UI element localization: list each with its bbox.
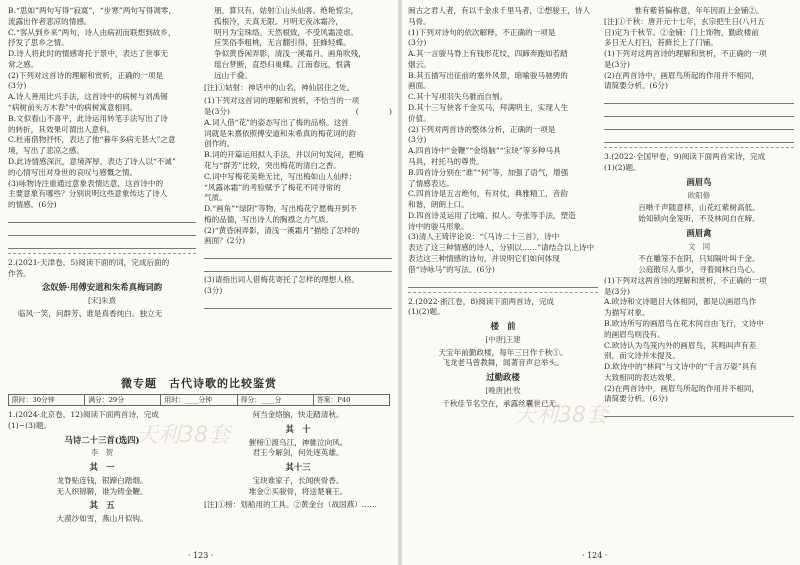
answer-option: D.此诗情感深沉，意境浑厚，表达了诗人以“不诚” bbox=[8, 156, 176, 166]
answer-option: 大致相同的表达效果。 bbox=[604, 372, 680, 382]
question-text: 闽古之君人者，有以千金求千里马者，②想骏王，诗人 bbox=[408, 6, 591, 15]
question-text: 主要意象有哪些？分别说明这些意象传达了诗人 bbox=[8, 189, 168, 199]
question-text: (3分) bbox=[8, 81, 27, 91]
answer-line[interactable] bbox=[408, 278, 598, 288]
answer-option: B.欧诗所写的画眉鸟在花木间自由飞行，文诗中 bbox=[604, 318, 764, 328]
answer-line[interactable] bbox=[204, 299, 392, 309]
question-text: 马骨。 bbox=[408, 16, 431, 26]
answer-option: 的画眉鸟则没有。 bbox=[604, 329, 665, 339]
footnote: [注]①千秋：唐开元十七年，玄宗把生日(八月五 bbox=[604, 16, 765, 26]
poem-line: 千秋佳节名空在，承露丝囊世已无。 bbox=[442, 398, 564, 408]
poem-line: 龙脊贴连钱，银蹄白踏烟。 bbox=[56, 475, 148, 485]
answer-option: 花与“群芳”比较，突出梅花的清白之香。 bbox=[204, 160, 341, 170]
question-text: B.“思如”两句写得“寂寞”，“步寒”两句写得凋零， bbox=[8, 6, 176, 15]
answer-option: 词就是朱熹依照傅安道和朱希真的梅花词的韵 bbox=[204, 128, 356, 138]
question-text: 是(3分) bbox=[604, 59, 630, 69]
info-cell: 用时：____分钟 bbox=[161, 395, 237, 405]
poem-section: 其 五 bbox=[89, 500, 115, 511]
poem-line: 堆金②买骏骨，将送楚襄王。 bbox=[248, 486, 348, 496]
page-number: · 124 · bbox=[582, 550, 608, 560]
answer-option: B.词的开篇运用拟人手法，并以问句发问，把梅 bbox=[204, 150, 364, 160]
poem-title: 过勤政楼 bbox=[486, 372, 520, 383]
answer-option: 别，而文诗并未提及。 bbox=[604, 351, 680, 361]
question-text: (2)“黄昏闲弄影，清浅一溪霜月”描绘了怎样的 bbox=[204, 225, 360, 235]
question-text: 表达了这三种情感的诗人，分别以……”请结合以上诗中 bbox=[408, 243, 595, 253]
question-text: (1)下列对这两首诗的理解和赏析，不正确的一项 bbox=[604, 49, 767, 59]
answer-line[interactable] bbox=[204, 249, 392, 259]
question-text: C.“客从到乡来”两句，诗人由病初而联想到故乡， bbox=[8, 27, 176, 37]
answer-option: D.四首诗灵运用了比喻、拟人、夸张等手法，塑造 bbox=[408, 210, 576, 220]
poem-line: 公庭散尽人事少，寻着闻林白鸟心。 bbox=[638, 265, 760, 275]
answer-option: B.四首诗分别在“谁”“何”等，加强了语气，增强 bbox=[408, 167, 569, 177]
answer-option: A.诗人善用比兴手法，这首诗中的病树与刘禹锡 bbox=[8, 92, 168, 102]
poem-line: 百啭千声随意移，山花红紫树高低。 bbox=[638, 203, 760, 213]
answer-option: 价值。 bbox=[408, 113, 431, 123]
footnote: 日)定为千秋节。②金铺：门上饰物，勤政楼前 bbox=[604, 27, 759, 37]
question-text: (1)下列对这首词的理解和赏析，不恰当的一项 bbox=[204, 96, 360, 106]
question-text: (2)下列对这首诗的理解和赏析，正确的一项是 bbox=[8, 70, 164, 80]
answer-option: 烟云。 bbox=[408, 59, 431, 69]
poem-line: 天宝年前勤政楼，每年三日作千秋①。 bbox=[438, 347, 568, 357]
answer-option: A.其一言骏马脊上有钱形花纹，四蹄奔跑如若踏 bbox=[408, 49, 568, 59]
answer-option: 梅的品德，写出诗人的胸襟之力气质。 bbox=[204, 214, 334, 224]
question-text: 是(3分) ( ) bbox=[204, 107, 392, 117]
question-text: (3)咏物诗注重通过意象表情达意，这首诗中的 bbox=[8, 178, 164, 188]
right-column-2 bbox=[604, 6, 794, 420]
answer-line[interactable] bbox=[204, 262, 392, 272]
question-text: 借“诗咏马”的写法。(6分) bbox=[408, 264, 495, 274]
poem-section: 其 十 bbox=[285, 423, 311, 434]
poem-line: 宝玦谁家子，长闻侠骨香。 bbox=[252, 476, 344, 486]
question-text: D.诗人将此时的情感寄托于景中，表达了世事无 bbox=[8, 49, 169, 59]
poem-author: 李 贺 bbox=[90, 448, 114, 458]
answer-option: D.欧诗中的“林间”与文诗中的“千言万姿”具有 bbox=[604, 362, 757, 372]
poem-line: 瑶台梦断，直恐归巢蝶。江南春远，恨满 bbox=[214, 59, 351, 69]
poem-author: 文 同 bbox=[687, 241, 711, 251]
answer-option: “风露冰霜”的考验赋予了梅花不同寻常的 bbox=[204, 182, 341, 192]
poem-section: 其十三 bbox=[285, 462, 311, 473]
poem-line: 争似黄昏闲弄影，清浅一溪霜月。画角吹残， bbox=[214, 49, 366, 59]
poem-line: 飞龙老马曾教舞，闻著音声总举头。 bbox=[442, 358, 564, 368]
answer-option: 诗中的骏马形象。 bbox=[408, 221, 469, 231]
question-heading: 1.(2024·北京卷，12)阅读下面两首诗，完成 bbox=[8, 410, 159, 419]
answer-bracket[interactable]: ( ) bbox=[355, 107, 392, 117]
question-text: (1)下列对诗句的依次解释，不正确的一项是 bbox=[408, 27, 556, 37]
question-text: (1)下列对这两首诗的理解和赏析，不正确的一项 bbox=[604, 275, 767, 285]
poem-title: 画眉禽 bbox=[686, 227, 712, 238]
question-text: (2)下列对两首诗的整体分析，正确的一项是 bbox=[408, 124, 556, 134]
answer-line[interactable] bbox=[8, 213, 196, 223]
poem-line: 始知锁向金笼听，不及林间自在啼。 bbox=[638, 214, 760, 224]
question-text: (3分) bbox=[408, 135, 427, 145]
answer-option: A.四首诗中“金鞭”“金络脑”“宝玦”等多种马具 bbox=[408, 146, 561, 156]
answer-option: C.杜甫借物抒怀，表达了他“暮年多病无甚大”之意 bbox=[8, 135, 176, 145]
answer-option: C.欧诗认为鸟笼内外的画眉鸟，其鸣叫声有差 bbox=[604, 340, 757, 350]
question-text: 的情感。(6分) bbox=[8, 200, 57, 210]
question-text: (3)清人王琦评论说：“《马诗二十三首》，诗中 bbox=[408, 232, 560, 242]
poem-line: 何当金络脑，快走踏清秋。 bbox=[252, 410, 344, 419]
question-text: (3)请指出词人借梅花寄托了怎样的理想人格。 bbox=[204, 275, 360, 285]
question-heading: (1)(2)题。 bbox=[408, 307, 445, 317]
answer-line[interactable] bbox=[8, 226, 196, 236]
poem-author: [中唐]王建 bbox=[485, 335, 521, 345]
answer-line[interactable] bbox=[604, 94, 794, 104]
question-text: 流露出作者悲凉的情感。 bbox=[8, 16, 92, 26]
divider bbox=[408, 292, 598, 293]
answer-option: 和谐，朗朗上口。 bbox=[408, 200, 469, 210]
poem-line: 临风一笑，问群芳、谁是真香纯白。独立无 bbox=[18, 308, 163, 318]
question-text: 请简要分析。(6分) bbox=[604, 81, 668, 91]
question-heading: 作答。 bbox=[8, 268, 31, 278]
answer-option: C.四首诗是五言绝句，有对仗，典雅精工，音韵 bbox=[408, 189, 568, 199]
right-page bbox=[402, 0, 800, 565]
question-text: (3分) bbox=[204, 285, 223, 295]
answer-option: A.词人借“花”的姿态写出了梅的品格。这首 bbox=[204, 117, 349, 127]
answer-option: C.词中写梅花美艳无比，写出梅如山人仙样； bbox=[204, 171, 357, 181]
answer-option: B.其五描写出征前的塞外风景，暗喻骏马驰骋的 bbox=[408, 70, 568, 80]
poem-author: [晚唐]杜牧 bbox=[485, 386, 521, 396]
watermark-logo: 天利38套 bbox=[136, 423, 230, 448]
answer-line[interactable] bbox=[604, 120, 794, 130]
answer-option: “病树前头万木春”中的病树寓意相同。 bbox=[8, 103, 138, 113]
question-text: (2)在两首诗中，画眉鸟所起的作用并不相同， bbox=[604, 383, 760, 393]
divider bbox=[604, 147, 794, 148]
poem-line: 远山千叠。 bbox=[214, 70, 252, 80]
answer-option: C.其十写项羽失乌骓而自刎。 bbox=[408, 92, 508, 102]
watermark-logo: 天利38套 bbox=[514, 403, 608, 428]
question-text: 画面？(2分) bbox=[204, 236, 246, 246]
poem-section: 其 一 bbox=[89, 462, 115, 472]
poem-line: 不在雕笼不在阴，只知隔叶叫千金。 bbox=[638, 254, 760, 264]
answer-option: 境，写出了悲凉之感。 bbox=[8, 146, 84, 156]
question-heading: 2.(2022·浙江卷，8)阅读下面两首诗，完成 bbox=[408, 296, 555, 306]
answer-option: D.“画角”“绿阴”等物，写出梅花宁愿梅开到不 bbox=[204, 204, 357, 214]
poem-title: 马诗二十三首(选四) bbox=[64, 434, 140, 445]
answer-option: 的转折，其效果可谓出人意料。 bbox=[8, 124, 115, 134]
answer-option: 气质。 bbox=[204, 193, 227, 203]
answer-line[interactable] bbox=[604, 107, 794, 117]
answer-line[interactable] bbox=[604, 133, 794, 143]
answer-option: 的心情写出对身世的哀叹与感慨之情。 bbox=[8, 167, 138, 177]
question-heading: 3.(2022·全国甲卷，9)阅读下面两首宋诗，完成 bbox=[604, 152, 766, 162]
poem-line: 应笑俗李粗桃，无言翻引得，狂蜂轻蝶。 bbox=[214, 38, 351, 48]
footnote: 多日无人打扫，苔藓长上了门铺。 bbox=[604, 38, 718, 48]
question-heading: (1)(2)题。 bbox=[604, 163, 641, 173]
poem-line: 无人织锦鞯，谁为铸金鞭。 bbox=[56, 486, 148, 496]
info-bar bbox=[8, 394, 390, 406]
answer-option: 画面。 bbox=[408, 81, 431, 91]
left-bottom-col-2 bbox=[204, 410, 392, 511]
info-cell: 得分：____分 bbox=[238, 395, 314, 405]
question-text: 请简要分析。(6分) bbox=[604, 394, 668, 404]
answer-line[interactable] bbox=[8, 239, 196, 249]
poem-author: 欧阳修 bbox=[687, 190, 711, 200]
section-banner: 微专题 古代诗歌的比较鉴赏 bbox=[121, 377, 277, 390]
answer-option: D.其十三写侠客千金买马，拜满明主，实现人生 bbox=[408, 103, 569, 113]
answer-option: B.文似看山不喜平，此诗运用转笔手法写出了诗 bbox=[8, 113, 168, 123]
answer-option: 为描写对象。 bbox=[604, 308, 650, 318]
question-text: (3分) bbox=[408, 38, 427, 48]
left-page bbox=[0, 0, 398, 565]
answer-line[interactable] bbox=[604, 407, 794, 417]
question-heading: (1)~(3)题。 bbox=[8, 420, 52, 430]
answer-option: 了情感表达。 bbox=[408, 178, 454, 188]
divider bbox=[8, 253, 196, 254]
question-text: 是(3分) bbox=[604, 286, 630, 296]
poem-line: 孤根冷，天真无限。月明无夜冰霜冷， bbox=[214, 16, 344, 26]
poem-title: 念奴娇·用傅安道和朱希真梅词韵 bbox=[41, 282, 163, 293]
question-heading: 2.(2021·天津卷，5)阅读下面的词，完成后面的 bbox=[8, 257, 170, 267]
right-column-1 bbox=[408, 6, 598, 409]
answer-option: 马具，衬托马的尊贵。 bbox=[408, 156, 484, 166]
poem-title: 楼 前 bbox=[490, 321, 516, 332]
question-text: 表达这三种情感的诗句，并说明它们如何体现 bbox=[408, 253, 560, 263]
poem-line: 明月为宝珠络。天然根致，不受风霜凌虐。 bbox=[214, 27, 359, 37]
answer-option: 创作的。 bbox=[204, 139, 235, 149]
poem-author: [宋]朱熹 bbox=[88, 296, 116, 306]
info-cell: 满分：29分 bbox=[85, 395, 161, 405]
question-text: 抒发了思乡之情。 bbox=[8, 38, 69, 48]
answer-option: A.欧诗和文诗题目大体相同，都是以画眉鸟作 bbox=[604, 297, 757, 307]
poem-line: 君王今解剑，何处逐英雄。 bbox=[252, 448, 344, 458]
question-text: (2)在两首诗中，画眉鸟所起的作用并不相同， bbox=[604, 70, 760, 80]
poem-line: 大漠沙如雪，燕山月似钩。 bbox=[56, 514, 148, 524]
footnote: [注]①榜：划船用的工具。②黄金台（战国燕）…… bbox=[204, 499, 377, 509]
poem-line: 催榜①渡乌江，神骓泣向风。 bbox=[248, 437, 348, 447]
page-number: · 123 · bbox=[188, 550, 214, 560]
left-column-2 bbox=[204, 6, 392, 312]
info-cell: 限时：30分钟 bbox=[9, 395, 85, 405]
question-text: 常之感。 bbox=[8, 59, 39, 69]
left-column-1 bbox=[8, 6, 196, 320]
left-bottom-col-1 bbox=[8, 410, 196, 525]
poem-line: 朋，算只有，姑射①山头仙客。绝艳惊尘， bbox=[214, 6, 359, 15]
info-cell: 答案：P40 bbox=[316, 396, 351, 404]
poem-title: 画眉鸟 bbox=[686, 176, 712, 187]
poem-line: 惟有紫苔偏称意，年年因雨上金铺②。 bbox=[634, 6, 764, 15]
footnote: [注]①姑射：神话中的山名，神仙居住之处。 bbox=[204, 83, 355, 93]
